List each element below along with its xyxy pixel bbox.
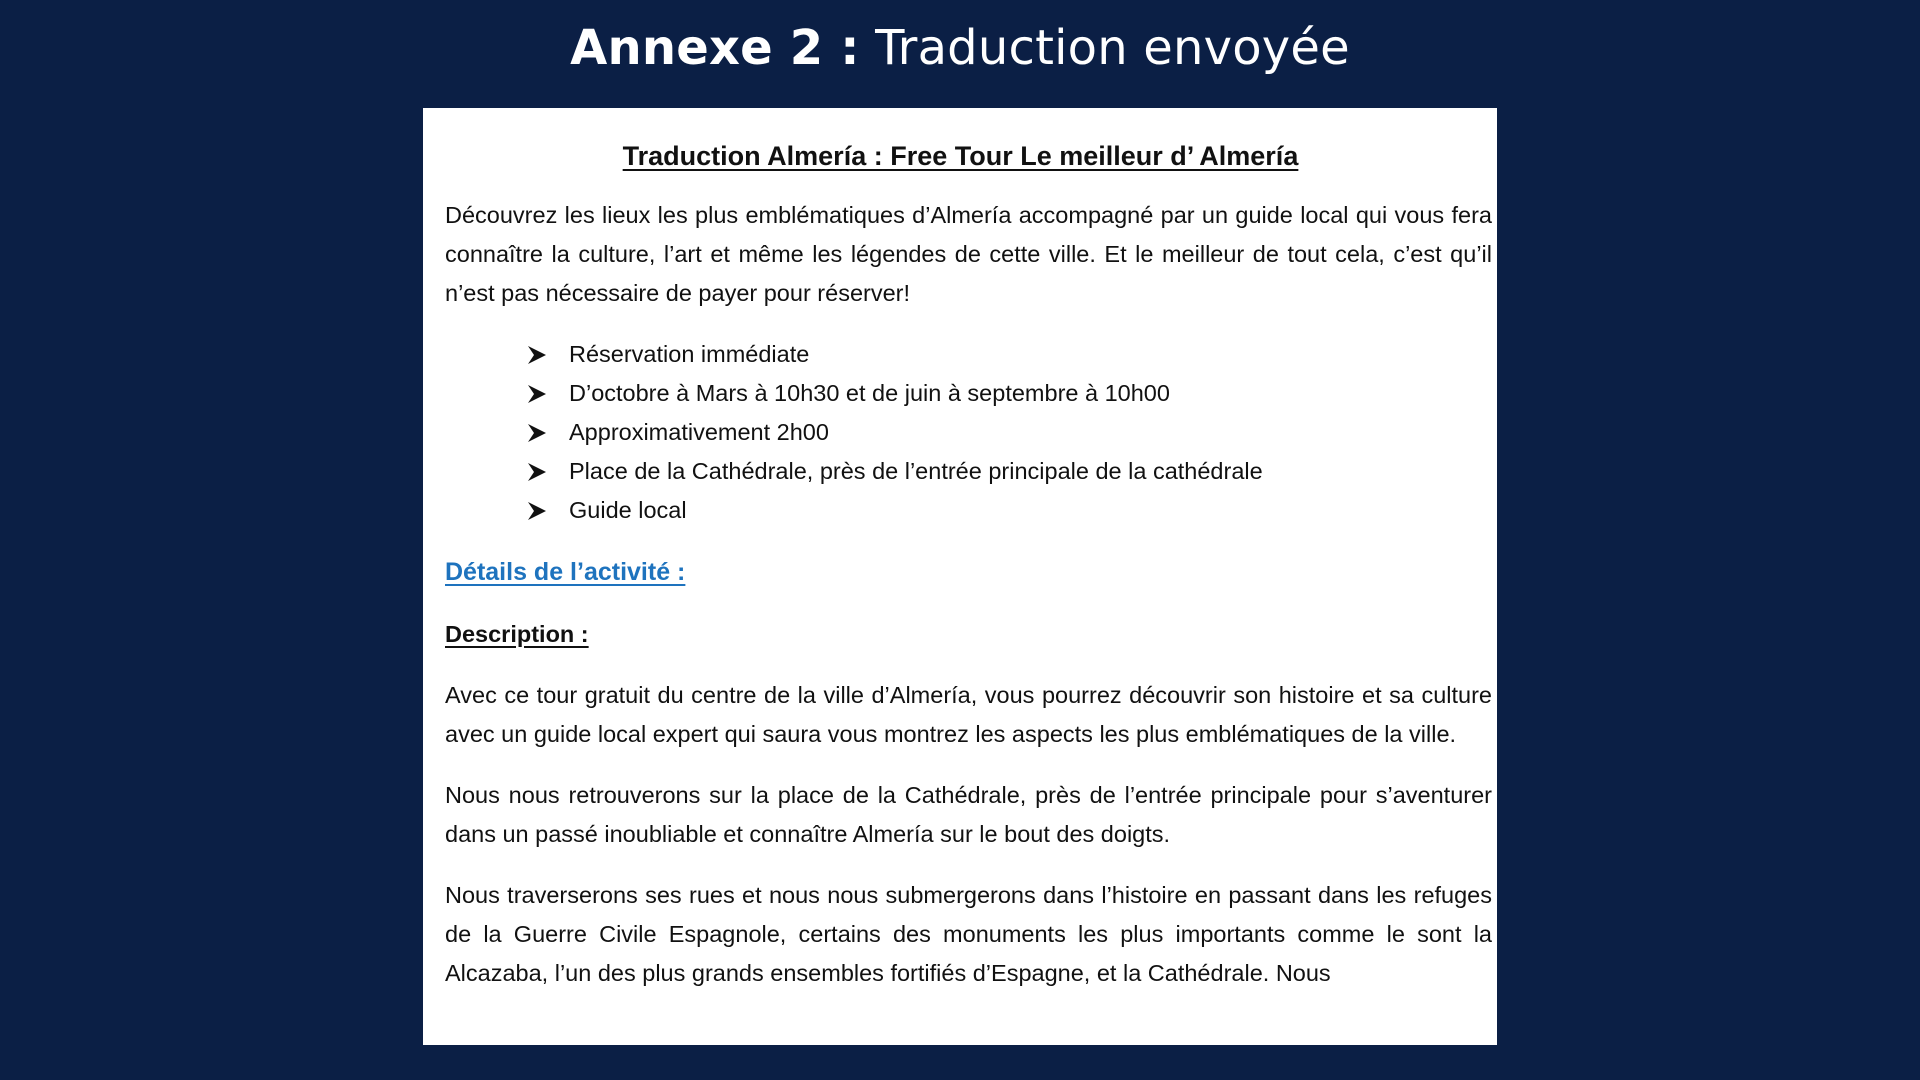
description-paragraph-3: Nous traverserons ses rues et nous nous submergerons dans l’histoire en passant dans les refuges de la Guerre Civile Espagnole, certains des monuments les plus importants comme le sont la Alcazaba, l’un des plus grands ensembles fortifiés d’Espagne, et la Cathédrale. Nous <box>445 882 1492 986</box>
arrowhead-bullet-icon <box>527 384 569 404</box>
document-page <box>423 108 1497 1045</box>
slide-title-bold: Annexe 2 : <box>570 20 860 76</box>
slide-title-rest: Traduction envoyée <box>875 20 1350 76</box>
list-item-text: D’octobre à Mars à 10h30 et de juin à septembre à 10h00 <box>569 380 1170 406</box>
description-paragraph-2: Nous nous retrouverons sur la place de la Cathédrale, près de l’entrée principale pour s’aventurer dans un passé inoubliable et connaître Almería sur le bout des doigts. <box>445 782 1492 847</box>
sub-heading-description: Description : <box>445 621 589 647</box>
arrowhead-bullet-icon <box>527 462 569 482</box>
slide-title <box>0 18 1920 78</box>
list-item-text: Réservation immédiate <box>569 341 810 367</box>
list-item <box>527 491 1492 530</box>
list-item <box>527 335 1492 374</box>
arrowhead-bullet-icon <box>527 345 569 365</box>
list-item-text: Approximativement 2h00 <box>569 419 829 445</box>
arrowhead-bullet-icon <box>527 423 569 443</box>
list-item <box>527 452 1492 491</box>
description-paragraph-1: Avec ce tour gratuit du centre de la ville d’Almería, vous pourrez découvrir son histoire et sa culture avec un guide local expert qui saura vous montrez les aspects les plus emblématiques de la ville. <box>445 682 1492 747</box>
document-title: Traduction Almería : Free Tour Le meilleur d’ Almería <box>622 141 1299 171</box>
feature-list <box>445 335 1492 530</box>
list-item-text: Place de la Cathédrale, près de l’entrée principale de la cathédrale <box>569 458 1263 484</box>
list-item <box>527 374 1492 413</box>
intro-paragraph: Découvrez les lieux les plus emblématiques d’Almería accompagné par un guide local qui vous fera connaître la culture, l’art et même les légendes de cette ville. Et le meilleur de tout cela, c’est qu’il n’est pas nécessaire de payer pour réserver! <box>445 202 1492 306</box>
arrowhead-bullet-icon <box>527 501 569 521</box>
section-heading-activity-details: Détails de l’activité : <box>445 558 686 586</box>
list-item-text: Guide local <box>569 497 687 523</box>
list-item <box>527 413 1492 452</box>
